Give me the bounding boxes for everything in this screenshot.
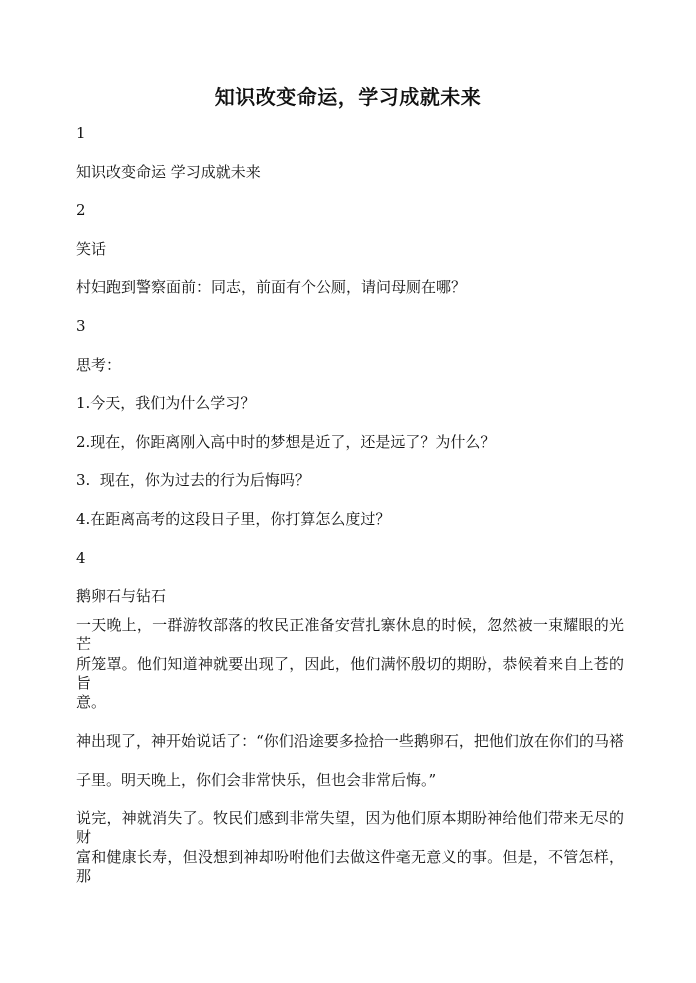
question-item: 4.在距离高考的这段日子里，你打算怎么度过？ bbox=[76, 509, 391, 528]
paragraph-line: 神出现了，神开始说话了：“你们沿途要多捡拾一些鹅卵石，把他们放在你们的马褡 bbox=[76, 731, 624, 750]
document-body bbox=[76, 124, 624, 886]
section-heading: 鹅卵石与钻石 bbox=[76, 587, 167, 606]
section-number: 4 bbox=[76, 548, 86, 567]
story-paragraph-3 bbox=[76, 809, 624, 885]
section-heading: 笑话 bbox=[76, 239, 107, 258]
joke-text: 村妇跑到警察面前：同志，前面有个公厕，请问母厕在哪？ bbox=[76, 278, 467, 297]
paragraph-line: 意。 bbox=[76, 693, 107, 712]
paragraph-line: 一天晚上，一群游牧部落的牧民正准备安营扎寨休息的时候，忽然被一束耀眼的光芒 bbox=[76, 616, 624, 654]
section-number: 3 bbox=[76, 316, 86, 335]
story-paragraph-1 bbox=[76, 616, 624, 712]
section-number: 1 bbox=[76, 124, 86, 142]
paragraph-line: 说完，神就消失了。牧民们感到非常失望，因为他们原本期盼神给他们带来无尽的财 bbox=[76, 809, 624, 847]
section-number: 2 bbox=[76, 201, 86, 220]
story-paragraph-2 bbox=[76, 732, 624, 790]
paragraph-line: 所笼罩。他们知道神就要出现了，因此，他们满怀殷切的期盼，恭候着来自上苍的旨 bbox=[76, 654, 624, 692]
question-item: 1.今天，我们为什么学习？ bbox=[76, 394, 256, 413]
paragraph-line: 子里。明天晚上，你们会非常快乐，但也会非常后悔。” bbox=[76, 770, 437, 789]
document-title: 知识改变命运，学习成就未来 bbox=[214, 85, 482, 109]
section-heading: 知识改变命运 学习成就未来 bbox=[76, 162, 261, 181]
paragraph-line: 富和健康长寿，但没想到神却吩咐他们去做这件毫无意义的事。但是，不管怎样，那 bbox=[76, 847, 624, 885]
section-heading: 思考： bbox=[76, 355, 122, 374]
question-item: 2.现在，你距离刚入高中时的梦想是近了，还是远了？为什么？ bbox=[76, 432, 496, 451]
question-item: 3. 现在，你为过去的行为后悔吗？ bbox=[76, 471, 310, 490]
